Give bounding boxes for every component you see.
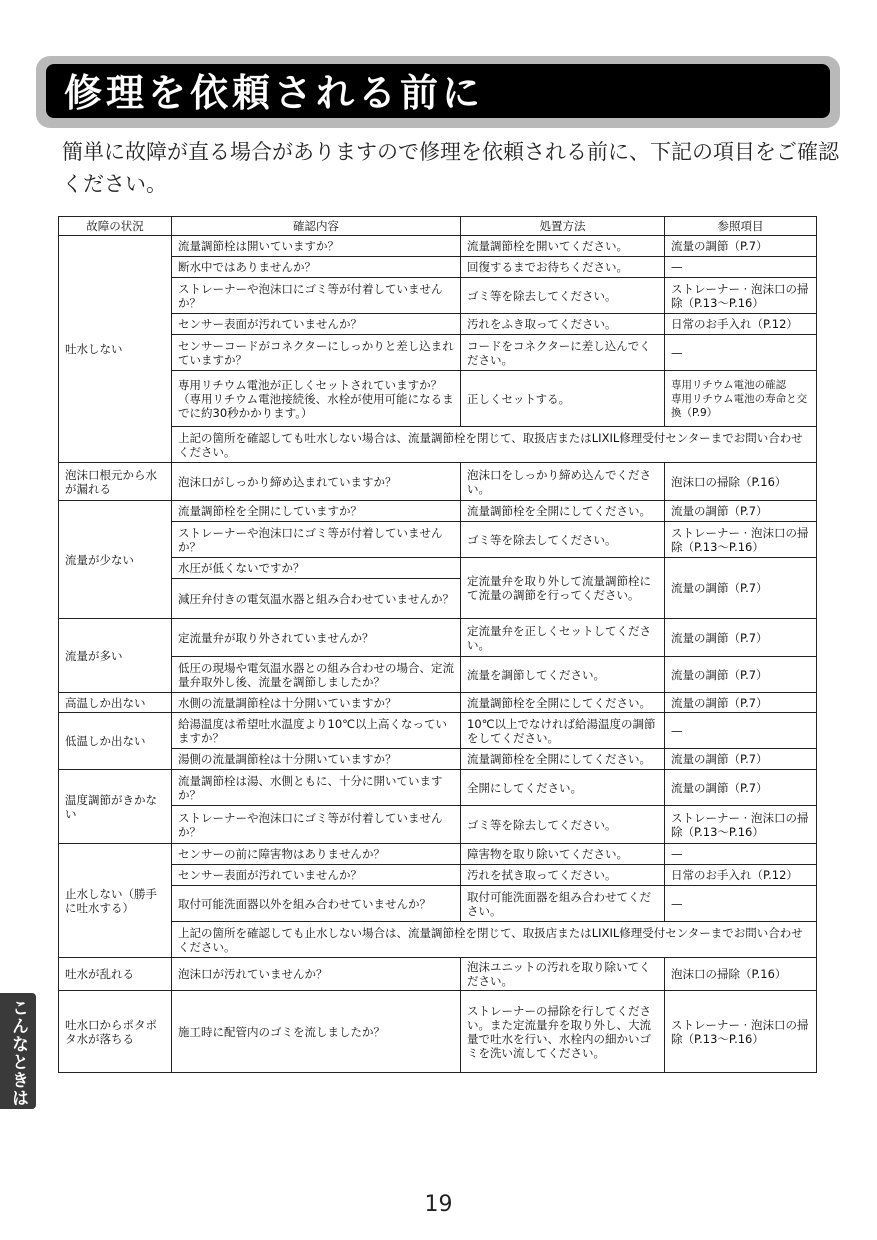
situation-cell: 吐水しない	[59, 236, 172, 463]
action-cell: 10℃以上でなければ給湯温度の調節をしてください。	[461, 713, 665, 749]
reference-cell: ストレーナー · 泡沫口の掃除（P.13～P.16）	[665, 806, 817, 844]
check-cell: ストレーナーや泡沫口にゴミ等が付着していませんか？	[172, 278, 461, 314]
check-cell: 低圧の現場や電気温水器との組み合わせの場合、定流量弁取外し後、流量を調節しましたか？	[172, 657, 461, 693]
action-cell: 定流量弁を正しくセットしてください。	[461, 619, 665, 657]
reference-cell: 流量の調節（P.7）	[665, 770, 817, 806]
reference-cell: 流量の調節（P.7）	[665, 619, 817, 657]
situation-cell: 低温しか出ない	[59, 713, 172, 770]
reference-cell: 泡沫口の掃除（P.16）	[665, 463, 817, 501]
action-cell: 流量調節栓を開いてください。	[461, 236, 665, 257]
situation-cell: 流量が多い	[59, 619, 172, 693]
table-row	[59, 865, 817, 886]
table-row	[59, 844, 817, 865]
table-row	[59, 806, 817, 844]
table-row	[59, 236, 817, 257]
table-row	[59, 278, 817, 314]
table-header-row	[59, 217, 817, 236]
action-cell: 流量を調節してください。	[461, 657, 665, 693]
check-cell: 給湯温度は希望吐水温度より10℃以上高くなっていますか？	[172, 713, 461, 749]
action-cell: 泡沫ユニットの汚れを取り除いてください。	[461, 958, 665, 991]
reference-cell: —	[665, 886, 817, 922]
reference-cell: —	[665, 713, 817, 749]
reference-cell: 流量の調節（P.7）	[665, 657, 817, 693]
action-cell: 障害物を取り除いてください。	[461, 844, 665, 865]
check-cell: 流量調節栓は開いていますか？	[172, 236, 461, 257]
check-cell: センサーコードがコネクターにしっかりと差し込まれていますか？	[172, 335, 461, 371]
side-tab-label: こんなときは	[8, 999, 28, 1107]
table-row	[59, 749, 817, 770]
reference-cell: 日常のお手入れ（P.12）	[665, 314, 817, 335]
reference-cell	[665, 371, 817, 427]
table-row	[59, 522, 817, 558]
check-cell: 流量調節栓を全開にしていますか？	[172, 501, 461, 522]
table-row	[59, 657, 817, 693]
action-cell: 流量調節栓を全開にしてください。	[461, 501, 665, 522]
action-cell: ゴミ等を除去してください。	[461, 278, 665, 314]
table-row	[59, 371, 817, 427]
table-note-row	[59, 427, 817, 463]
reference-line: 専用リチウム電池の寿命と交換（P.9）	[671, 392, 808, 419]
reference-line: 専用リチウム電池の確認	[671, 378, 787, 391]
action-cell: 汚れを拭き取ってください。	[461, 865, 665, 886]
table-row	[59, 501, 817, 522]
action-cell: 汚れをふき取ってください。	[461, 314, 665, 335]
table-row	[59, 619, 817, 657]
check-cell: 流量調節栓は湯、水側ともに、十分に開いていますか？	[172, 770, 461, 806]
situation-cell: 泡沫口根元から水が漏れる	[59, 463, 172, 501]
situation-cell: 流量が少ない	[59, 501, 172, 619]
action-cell: 全開にしてください。	[461, 770, 665, 806]
reference-cell: 流量の調節（P.7）	[665, 558, 817, 619]
reference-cell: 流量の調節（P.7）	[665, 749, 817, 770]
check-cell: 水側の流量調節栓は十分開いていますか？	[172, 693, 461, 713]
situation-cell: 止水しない（勝手に吐水する）	[59, 844, 172, 958]
action-cell: ゴミ等を除去してください。	[461, 522, 665, 558]
check-cell: 取付可能洗面器以外を組み合わせていませんか？	[172, 886, 461, 922]
check-cell: 施工時に配管内のゴミを流しましたか？	[172, 991, 461, 1073]
action-cell: 泡沫口をしっかり締め込んでください。	[461, 463, 665, 501]
header-situation: 故障の状況	[59, 217, 172, 236]
check-cell: 定流量弁が取り外されていませんか？	[172, 619, 461, 657]
note-cell: 上記の箇所を確認しても止水しない場合は、流量調節栓を閉じて、取扱店またはLIXIL修理受付センターまでお問い合わせください。	[172, 922, 817, 958]
troubleshooting-table	[58, 216, 817, 1073]
check-cell: 専用リチウム電池が正しくセットされていますか？（専用リチウム電池接続後、水栓が使用可能になるまでに約30秒かかります。）	[172, 371, 461, 427]
reference-cell: ストレーナー · 泡沫口の掃除（P.13～P.16）	[665, 991, 817, 1073]
header-reference: 参照項目	[665, 217, 817, 236]
table-note-row	[59, 922, 817, 958]
table-row	[59, 314, 817, 335]
check-cell: 泡沫口が汚れていませんか？	[172, 958, 461, 991]
reference-cell: 流量の調節（P.7）	[665, 501, 817, 522]
situation-cell: 温度調節がきかない	[59, 770, 172, 844]
reference-cell: 流量の調節（P.7）	[665, 693, 817, 713]
reference-cell: 流量の調節（P.7）	[665, 236, 817, 257]
situation-cell: 高温しか出ない	[59, 693, 172, 713]
header-action: 処置方法	[461, 217, 665, 236]
table-row	[59, 713, 817, 749]
check-cell: センサー表面が汚れていませんか？	[172, 314, 461, 335]
action-cell: 定流量弁を取り外して流量調節栓にて流量の調節を行ってください。	[461, 558, 665, 619]
action-cell: ストレーナーの掃除を行してください。また定流量弁を取り外し、大流量で吐水を行い、水栓内の細かいゴミを洗い流してください。	[461, 991, 665, 1073]
reference-cell: —	[665, 257, 817, 278]
action-cell: 取付可能洗面器を組み合わせてください。	[461, 886, 665, 922]
check-cell: センサーの前に障害物はありませんか？	[172, 844, 461, 865]
table-row	[59, 770, 817, 806]
check-cell: センサー表面が汚れていませんか？	[172, 865, 461, 886]
action-cell: コードをコネクターに差し込んでください。	[461, 335, 665, 371]
table-row	[59, 886, 817, 922]
situation-cell: 吐水口からポタポタ水が落ちる	[59, 991, 172, 1073]
header-check: 確認内容	[172, 217, 461, 236]
page-title: 修理を依頼される前に	[64, 71, 485, 115]
table-row	[59, 257, 817, 278]
check-cell: 泡沫口がしっかり締め込まれていますか？	[172, 463, 461, 501]
check-cell: 減圧弁付きの電気温水器と組み合わせていませんか？	[172, 579, 461, 619]
check-cell: 断水中ではありませんか？	[172, 257, 461, 278]
check-cell: 湯側の流量調節栓は十分開いていますか？	[172, 749, 461, 770]
reference-cell: 日常のお手入れ（P.12）	[665, 865, 817, 886]
reference-cell: —	[665, 844, 817, 865]
table-row	[59, 991, 817, 1073]
check-cell: 水圧が低くないですか？	[172, 558, 461, 579]
title-banner	[36, 56, 840, 128]
action-cell: 正しくセットする。	[461, 371, 665, 427]
table-row	[59, 463, 817, 501]
check-cell: ストレーナーや泡沫口にゴミ等が付着していませんか？	[172, 522, 461, 558]
table-row	[59, 335, 817, 371]
table-row	[59, 558, 817, 579]
page-number: 19	[424, 1192, 453, 1217]
check-cell: ストレーナーや泡沫口にゴミ等が付着していませんか？	[172, 806, 461, 844]
reference-cell: ストレーナー · 泡沫口の掃除（P.13～P.16）	[665, 278, 817, 314]
intro-text: 簡単に故障が直る場合がありますので修理を依頼される前に、下記の項目をご確認ください。	[62, 140, 839, 196]
action-cell: 流量調節栓を全開にしてください。	[461, 749, 665, 770]
reference-cell: —	[665, 335, 817, 371]
reference-cell: ストレーナー · 泡沫口の掃除（P.13～P.16）	[665, 522, 817, 558]
action-cell: 回復するまでお待ちください。	[461, 257, 665, 278]
side-section-tab	[0, 993, 36, 1109]
table-row	[59, 958, 817, 991]
table-row	[59, 693, 817, 713]
action-cell: 流量調節栓を全開にしてください。	[461, 693, 665, 713]
action-cell: ゴミ等を除去してください。	[461, 806, 665, 844]
reference-cell: 泡沫口の掃除（P.16）	[665, 958, 817, 991]
title-banner-inner	[46, 64, 830, 118]
note-cell: 上記の箇所を確認しても吐水しない場合は、流量調節栓を閉じて、取扱店またはLIXIL修理受付センターまでお問い合わせください。	[172, 427, 817, 463]
situation-cell: 吐水が乱れる	[59, 958, 172, 991]
